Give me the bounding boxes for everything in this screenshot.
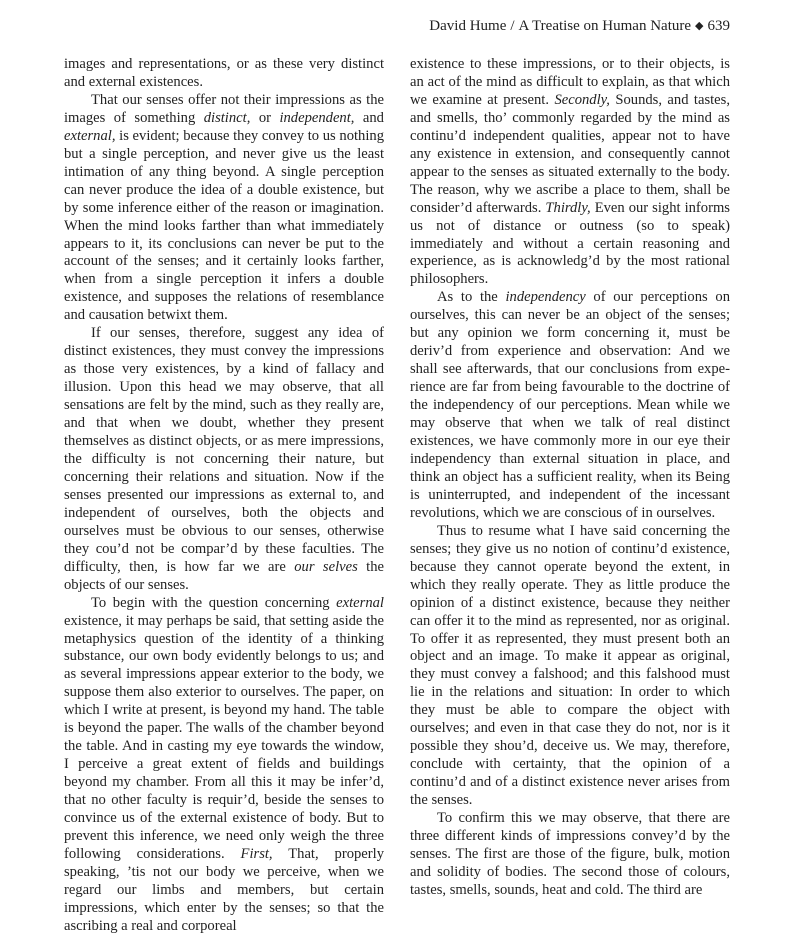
header-author: David Hume [429, 18, 507, 34]
running-header [429, 16, 730, 37]
diamond-ornament-icon: ◆ [695, 20, 704, 32]
paragraph: If our senses, therefore, suggest any idea of distinct existences, they must convey the impressions as those very existences, by a kind of fallacy and illusion. Upon this head we may observe, that all sensations are felt by the mind, such as they really are, and that when we doubt, whether they present themselves as distinct objects, or as mere impressions, the difficulty is not concerning their nature, but concerning their relations and situation. Now if the senses presented our impressions as external to, and independent of ourselves, both the objects and ourselves must be obvious to our senses, otherwise they cou’d not be compar’d by these faculties. The difficulty, then, is how far we are our selves the objects of our senses. [64, 325, 384, 593]
header-separator: / [510, 18, 515, 34]
paragraph: To begin with the question concerning external existence, it may perhaps be said, that setting aside the metaphysics question of the identity of a thinking substance, our own body evidently belongs to us; and as several impressions appear exterior to the body, we suppose them also exterior to ourselves. The paper, on which I write at present, is beyond my hand. The table is beyond the paper. The walls of the chamber beyond the table. And in casting my eye towards the window, I perceive a great extent of fields and buildings beyond my chamber. From all this it may be infer’d, that no other faculty is requir’d, beside the senses to convince us of the external existence of body. But to prevent this inference, we need only weigh the three following considerations. First, That, properly speaking, ’tis not our body we perceive, when we regard our limbs and members, but certain impressions, which enter by the senses; so that the ascribing a real and corporeal [64, 594, 384, 934]
paragraph: existence to these impressions, or to their objects, is an act of the mind as difficult to explain, as that which we examine at present. Secondly, Sounds, and tastes, and smells, tho’ commonly regarded by the mind as continu’d independent qualities, appear not to have any existence in extension, and consequently cannot appear to the senses as situated externally to the body. The reason, why we ascribe a place to them, shall be consider’d afterwards. Thirdly, Even our sight informs us not of distance or outness (so to speak) immediately and without a certain reasoning and experience, as is acknowledg’d by the most rational philosophers. [410, 56, 730, 288]
paragraph: To confirm this we may observe, that there are three different kinds of impressions convey’d by the senses. The first are those of the figure, bulk, motion and solidity of bodies. The second those of colours, tastes, smells, sounds, heat and cold. The third are [410, 810, 730, 898]
left-text-column [64, 56, 384, 936]
paragraph: As to the independency of our perceptions on ourselves, this can never be an object of the senses; but any opinion we form concerning it, must be deriv’d from experience and observation: And we shall see afterwards, that our conclusions from experience are far from being favourable to the doctrine of the independency of our perceptions. Mean while we may observe that when we talk of real distinct existences, we have commonly more in our eye their independency than external situation in place, and think an object has a sufficient reality, when its Being is uninterrupted, and independent of the incessant revolutions, which we are conscious of in ourselves. [410, 289, 730, 521]
right-text-column [410, 56, 730, 900]
header-title: A Treatise on Human Nature [518, 18, 692, 34]
paragraph: That our senses offer not their impressions as the images of something distinct, or independent, and external, is evident; because they convey to us nothing but a single perception, and never give us the least intimation of any thing beyond. A single perception can never produce the idea of a double existence, but by some inference either of the reason or imagination. When the mind looks farther than what immediately appears to it, its conclusions can never be put to the account of the senses; and it certainly looks farther, when from a single perception it infers a double existence, and supposes the relations of resemblance and causation betwixt them. [64, 91, 384, 324]
page-number: 639 [707, 18, 730, 34]
paragraph: Thus to resume what I have said concerning the senses; they give us no notion of continu’d existence, because they cannot operate beyond the extent, in which they really operate. They as little produce the opinion of a distinct existence, because they neither can offer it to the mind as represented, nor as original. To offer it as represented, they must present both an object and an image. To make it appear as original, they must convey a falshood; and this falshood must lie in the relations and situation: In order to which they must be able to compare the object with ourselves; and even in that case they do not, nor is it possible they shou’d, deceive us. We may, therefore, conclude with certainty, that the opinion of a continu’d and of a distinct existence never arises from the senses. [410, 522, 730, 809]
paragraph: images and representations, or as these very distinct and external existences. [64, 56, 384, 90]
